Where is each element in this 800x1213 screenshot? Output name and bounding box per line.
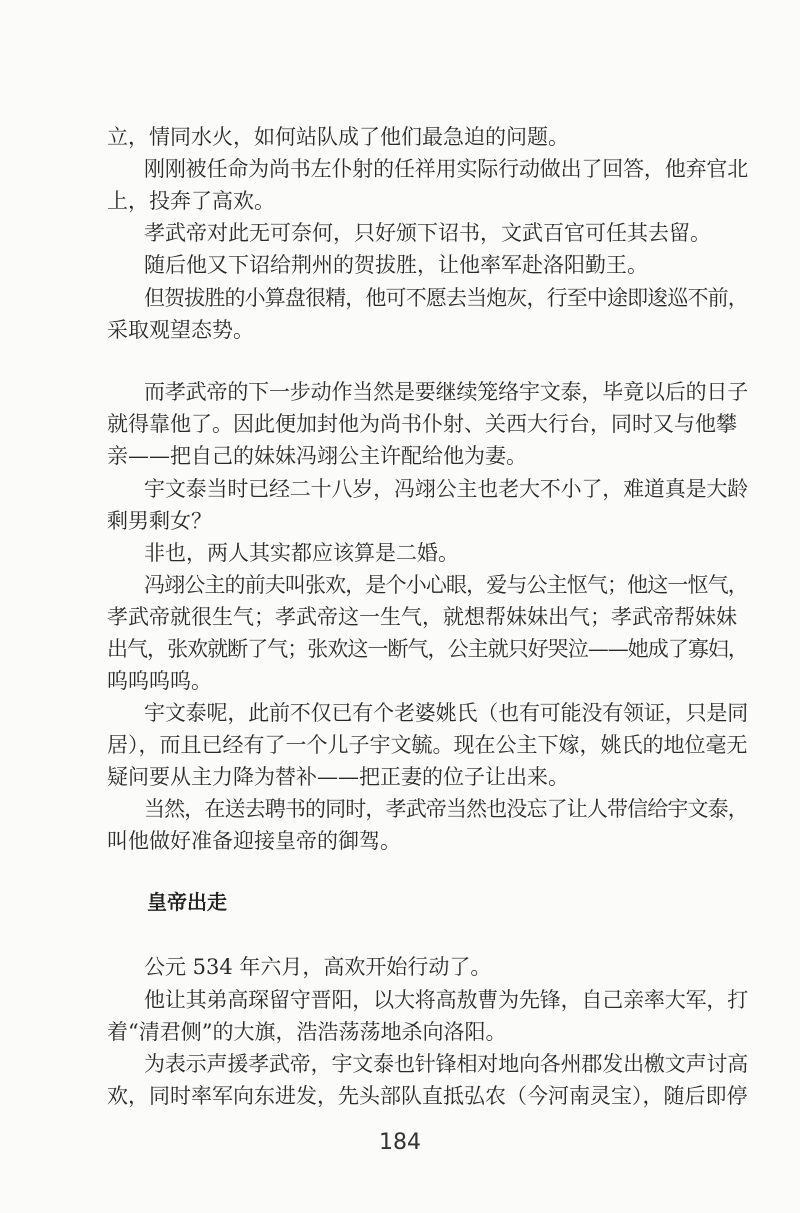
text-line: 非也，两人其实都应该算是二婚。 bbox=[144, 541, 459, 565]
text-line: 立，情同水火，如何站队成了他们最急迫的问题。 bbox=[107, 125, 569, 149]
text-line: 居），而且已经有了一个儿子宇文毓。现在公主下嫁，姚氏的地位毫无 bbox=[107, 733, 748, 757]
text-line: 着“清君侧”的大旗，浩浩荡荡地杀向洛阳。 bbox=[107, 1020, 507, 1044]
text-line: 就得靠他了。因此便加封他为尚书仆射、关西大行台，同时又与他攀 bbox=[107, 412, 737, 436]
text-line: 亲——把自己的妹妹冯翊公主许配给他为妻。 bbox=[107, 444, 527, 468]
text-line: 随后他又下诏给荆州的贺拔胜，让他率军赴洛阳勤王。 bbox=[144, 253, 648, 277]
text-line: 呜呜呜呜。 bbox=[107, 669, 212, 693]
text-line: 采取观望态势。 bbox=[107, 318, 254, 342]
text-line: 公元 534 年六月，高欢开始行动了。 bbox=[144, 955, 492, 979]
text-line: 欢，同时率军向东进发，先头部队直抵弘农（今河南灵宝），随后即停 bbox=[107, 1084, 748, 1108]
text-line: 孝武帝对此无可奈何，只好颁下诏书，文武百官可任其去留。 bbox=[144, 221, 711, 245]
text-line: 刚刚被任命为尚书左仆射的任祥用实际行动做出了回答，他弃官北 bbox=[144, 157, 749, 181]
text-line: 叫他做好准备迎接皇帝的御驾。 bbox=[107, 829, 401, 853]
text-line: 但贺拔胜的小算盘很精，他可不愿去当炮灰，行至中途即逡巡不前， bbox=[144, 286, 748, 310]
text-line: 孝武帝就很生气；孝武帝这一生气，就想帮妹妹出气；孝武帝帮妹妹 bbox=[107, 605, 737, 629]
page-number: 184 bbox=[379, 1130, 421, 1155]
text-line: 宇文泰当时已经二十八岁，冯翊公主也老大不小了，难道真是大龄 bbox=[144, 477, 749, 501]
text-line: 上，投奔了高欢。 bbox=[107, 189, 275, 213]
text-line: 当然，在送去聘书的同时，孝武帝当然也没忘了让人带信给宇文泰， bbox=[144, 797, 748, 821]
text-line: 为表示声援孝武帝，宇文泰也针锋相对地向各州郡发出檄文声讨高 bbox=[144, 1052, 749, 1076]
text-line: 而孝武帝的下一步动作当然是要继续笼络宇文泰，毕竟以后的日子 bbox=[144, 380, 749, 404]
text-line: 他让其弟高琛留守晋阳，以大将高敖曹为先锋，自己亲率大军，打 bbox=[144, 988, 749, 1012]
text-line: 出气，张欢就断了气；张欢这一断气，公主就只好哭泣——她成了寡妇， bbox=[107, 637, 748, 661]
text-line: 疑问要从主力降为替补——把正妻的位子让出来。 bbox=[107, 765, 569, 789]
text-line: 剩男剩女？ bbox=[107, 509, 212, 533]
text-line: 冯翊公主的前夫叫张欢，是个小心眼，爱与公主怄气；他这一怄气， bbox=[144, 573, 748, 597]
text-line: 宇文泰呢，此前不仅已有个老婆姚氏（也有可能没有领证，只是同 bbox=[144, 701, 749, 725]
section-heading: 皇帝出走 bbox=[147, 890, 227, 914]
